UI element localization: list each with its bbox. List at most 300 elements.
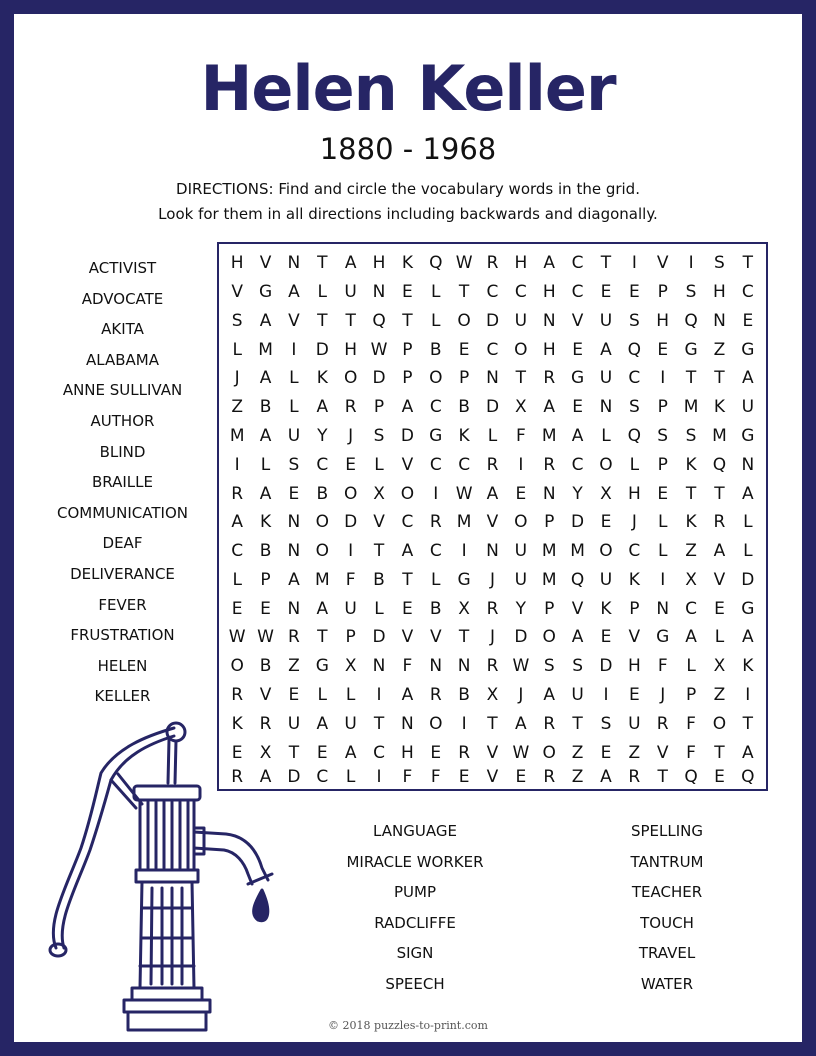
grid-letter[interactable]: P bbox=[458, 368, 470, 389]
grid-letter[interactable]: N bbox=[656, 598, 670, 619]
grid-letter[interactable]: O bbox=[542, 627, 556, 648]
grid-letter[interactable]: L bbox=[431, 282, 441, 303]
grid-letter[interactable]: V bbox=[486, 512, 499, 533]
grid-letter[interactable]: E bbox=[430, 742, 442, 763]
grid-letter[interactable]: T bbox=[714, 368, 725, 389]
grid-letter[interactable]: K bbox=[713, 397, 726, 418]
grid-letter[interactable]: P bbox=[685, 685, 697, 706]
grid-letter[interactable]: Z bbox=[571, 767, 584, 787]
grid-letter[interactable]: D bbox=[485, 397, 500, 418]
grid-letter[interactable]: X bbox=[486, 685, 499, 706]
grid-letter[interactable]: P bbox=[657, 454, 668, 475]
grid-letter[interactable]: O bbox=[230, 656, 244, 677]
grid-letter[interactable]: R bbox=[429, 685, 442, 706]
grid-letter[interactable]: E bbox=[714, 767, 725, 787]
grid-letter[interactable]: A bbox=[685, 627, 697, 648]
grid-letter[interactable]: A bbox=[231, 512, 243, 533]
grid-letter[interactable]: C bbox=[571, 253, 584, 274]
grid-letter[interactable]: S bbox=[600, 713, 612, 734]
grid-letter[interactable]: E bbox=[402, 282, 413, 303]
grid-letter[interactable]: E bbox=[600, 627, 612, 648]
grid-letter[interactable]: L bbox=[743, 512, 753, 533]
grid-letter[interactable]: V bbox=[571, 598, 584, 619]
grid-letter[interactable]: B bbox=[316, 483, 329, 504]
grid-letter[interactable]: I bbox=[234, 454, 240, 475]
grid-letter[interactable]: R bbox=[628, 767, 641, 787]
grid-letter[interactable]: E bbox=[628, 282, 640, 303]
grid-letter[interactable]: T bbox=[345, 310, 356, 331]
grid-letter[interactable]: L bbox=[431, 310, 441, 331]
grid-letter[interactable]: A bbox=[344, 253, 357, 274]
grid-letter[interactable]: Q bbox=[627, 339, 642, 360]
grid-letter[interactable]: T bbox=[515, 368, 527, 389]
grid-letter[interactable]: A bbox=[288, 569, 300, 590]
grid-letter[interactable]: A bbox=[741, 627, 754, 648]
grid-letter[interactable]: O bbox=[343, 368, 358, 389]
grid-letter[interactable]: A bbox=[401, 541, 414, 562]
grid-letter[interactable]: X bbox=[600, 483, 612, 504]
grid-letter[interactable]: N bbox=[542, 483, 556, 504]
grid-letter[interactable]: I bbox=[631, 253, 637, 274]
grid-letter[interactable]: S bbox=[543, 656, 555, 677]
grid-letter[interactable]: N bbox=[287, 512, 301, 533]
grid-letter[interactable]: A bbox=[741, 368, 754, 389]
grid-letter[interactable]: M bbox=[683, 397, 699, 418]
grid-letter[interactable]: U bbox=[599, 368, 613, 389]
grid-letter[interactable]: J bbox=[660, 685, 666, 706]
grid-letter[interactable]: I bbox=[660, 569, 666, 590]
grid-letter[interactable]: Z bbox=[628, 742, 641, 763]
grid-letter[interactable]: E bbox=[600, 512, 612, 533]
grid-letter[interactable]: S bbox=[714, 253, 725, 274]
grid-letter[interactable]: L bbox=[601, 426, 611, 447]
grid-letter[interactable]: E bbox=[458, 339, 470, 360]
grid-letter[interactable]: V bbox=[571, 310, 584, 331]
grid-letter[interactable]: S bbox=[685, 282, 697, 303]
grid-letter[interactable]: D bbox=[485, 310, 500, 331]
grid-letter[interactable]: I bbox=[348, 541, 354, 562]
grid-letter[interactable]: Q bbox=[684, 310, 698, 331]
grid-letter[interactable]: X bbox=[515, 397, 527, 418]
grid-letter[interactable]: R bbox=[713, 512, 726, 533]
grid-letter[interactable]: A bbox=[600, 767, 612, 787]
grid-letter[interactable]: I bbox=[433, 483, 439, 504]
grid-letter[interactable]: S bbox=[572, 656, 583, 677]
grid-letter[interactable]: R bbox=[344, 397, 357, 418]
grid-letter[interactable]: Y bbox=[515, 598, 527, 619]
grid-letter[interactable]: U bbox=[571, 685, 584, 706]
grid-letter[interactable]: W bbox=[512, 742, 530, 763]
grid-letter[interactable]: F bbox=[657, 656, 668, 677]
grid-letter[interactable]: Q bbox=[627, 426, 642, 447]
grid-letter[interactable]: V bbox=[401, 454, 414, 475]
grid-letter[interactable]: C bbox=[458, 454, 471, 475]
grid-letter[interactable]: E bbox=[345, 454, 357, 475]
grid-letter[interactable]: H bbox=[627, 656, 641, 677]
grid-letter[interactable]: R bbox=[259, 713, 272, 734]
grid-letter[interactable]: H bbox=[230, 253, 244, 274]
grid-letter[interactable]: N bbox=[599, 397, 613, 418]
grid-letter[interactable]: E bbox=[402, 598, 413, 619]
grid-letter[interactable]: D bbox=[599, 656, 613, 677]
grid-letter[interactable]: O bbox=[599, 454, 613, 475]
grid-letter[interactable]: K bbox=[401, 253, 413, 274]
grid-letter[interactable]: L bbox=[487, 426, 498, 447]
grid-letter[interactable]: U bbox=[287, 713, 301, 734]
grid-letter[interactable]: K bbox=[685, 454, 697, 475]
grid-letter[interactable]: A bbox=[543, 685, 556, 706]
grid-letter[interactable]: X bbox=[685, 569, 697, 590]
grid-letter[interactable]: N bbox=[741, 454, 755, 475]
grid-letter[interactable]: F bbox=[402, 767, 413, 787]
grid-letter[interactable]: Q bbox=[684, 767, 698, 787]
grid-letter[interactable]: U bbox=[599, 310, 613, 331]
grid-letter[interactable]: I bbox=[745, 685, 751, 706]
grid-letter[interactable]: F bbox=[430, 767, 441, 787]
grid-letter[interactable]: P bbox=[657, 397, 668, 418]
grid-letter[interactable]: Y bbox=[572, 483, 583, 504]
grid-letter[interactable]: O bbox=[514, 339, 528, 360]
grid-letter[interactable]: A bbox=[543, 397, 556, 418]
grid-letter[interactable]: C bbox=[316, 767, 329, 787]
grid-letter[interactable]: A bbox=[316, 397, 329, 418]
grid-letter[interactable]: U bbox=[628, 713, 641, 734]
grid-letter[interactable]: T bbox=[317, 627, 328, 648]
grid-letter[interactable]: I bbox=[461, 713, 467, 734]
grid-letter[interactable]: J bbox=[489, 627, 495, 648]
grid-letter[interactable]: L bbox=[345, 685, 356, 706]
grid-letter[interactable]: A bbox=[543, 253, 556, 274]
grid-letter[interactable]: N bbox=[429, 656, 443, 677]
grid-letter[interactable]: L bbox=[317, 685, 328, 706]
grid-letter[interactable]: L bbox=[686, 656, 696, 677]
grid-letter[interactable]: B bbox=[259, 656, 272, 677]
grid-letter[interactable]: A bbox=[401, 685, 414, 706]
grid-letter[interactable]: A bbox=[713, 541, 726, 562]
grid-letter[interactable]: S bbox=[657, 426, 669, 447]
grid-letter[interactable]: X bbox=[259, 742, 272, 763]
grid-letter[interactable]: O bbox=[400, 483, 415, 504]
grid-letter[interactable]: N bbox=[372, 656, 386, 677]
grid-letter[interactable]: D bbox=[344, 512, 358, 533]
grid-letter[interactable]: G bbox=[457, 569, 471, 590]
grid-letter[interactable]: E bbox=[742, 310, 754, 331]
grid-letter[interactable]: V bbox=[401, 627, 414, 648]
grid-letter[interactable]: U bbox=[599, 569, 613, 590]
grid-letter[interactable]: G bbox=[741, 426, 755, 447]
grid-letter[interactable]: V bbox=[486, 767, 499, 787]
grid-letter[interactable]: G bbox=[656, 627, 670, 648]
grid-letter[interactable]: R bbox=[486, 253, 499, 274]
grid-letter[interactable]: N bbox=[457, 656, 471, 677]
grid-letter[interactable]: P bbox=[260, 569, 271, 590]
grid-letter[interactable]: B bbox=[429, 598, 442, 619]
grid-letter[interactable]: G bbox=[684, 339, 698, 360]
grid-letter[interactable]: T bbox=[600, 253, 612, 274]
grid-letter[interactable]: F bbox=[402, 656, 413, 677]
grid-letter[interactable]: L bbox=[714, 627, 725, 648]
grid-letter[interactable]: O bbox=[429, 368, 443, 389]
grid-letter[interactable]: N bbox=[372, 282, 386, 303]
grid-letter[interactable]: C bbox=[373, 742, 385, 763]
grid-letter[interactable]: U bbox=[514, 310, 528, 331]
grid-letter[interactable]: B bbox=[259, 397, 272, 418]
grid-letter[interactable]: P bbox=[345, 627, 356, 648]
grid-letter[interactable]: Z bbox=[713, 339, 726, 360]
grid-letter[interactable]: C bbox=[429, 397, 442, 418]
grid-letter[interactable]: H bbox=[542, 339, 556, 360]
grid-letter[interactable]: M bbox=[258, 339, 273, 360]
grid-letter[interactable]: V bbox=[486, 742, 499, 763]
grid-letter[interactable]: W bbox=[455, 253, 473, 274]
grid-letter[interactable]: V bbox=[259, 685, 272, 706]
grid-letter[interactable]: K bbox=[685, 512, 697, 533]
grid-letter[interactable]: M bbox=[229, 426, 245, 447]
grid-letter[interactable]: R bbox=[231, 483, 244, 504]
grid-letter[interactable]: W bbox=[512, 656, 530, 677]
grid-letter[interactable]: N bbox=[287, 541, 301, 562]
grid-letter[interactable]: R bbox=[486, 598, 499, 619]
grid-letter[interactable]: I bbox=[376, 767, 382, 787]
grid-letter[interactable]: K bbox=[259, 512, 272, 533]
grid-letter[interactable]: E bbox=[316, 742, 328, 763]
grid-letter[interactable]: N bbox=[401, 713, 414, 734]
grid-letter[interactable]: L bbox=[232, 339, 242, 360]
grid-letter[interactable]: T bbox=[288, 742, 300, 763]
grid-letter[interactable]: L bbox=[374, 454, 384, 475]
grid-letter[interactable]: A bbox=[486, 483, 499, 504]
grid-letter[interactable]: U bbox=[344, 598, 357, 619]
grid-letter[interactable]: G bbox=[315, 656, 329, 677]
grid-letter[interactable]: M bbox=[541, 541, 557, 562]
grid-letter[interactable]: E bbox=[288, 685, 300, 706]
grid-letter[interactable]: T bbox=[402, 569, 413, 590]
grid-letter[interactable]: D bbox=[287, 767, 301, 787]
grid-letter[interactable]: U bbox=[344, 713, 357, 734]
grid-letter[interactable]: J bbox=[518, 685, 524, 706]
grid-letter[interactable]: K bbox=[316, 368, 328, 389]
grid-letter[interactable]: P bbox=[373, 397, 385, 418]
grid-letter[interactable]: A bbox=[515, 713, 527, 734]
grid-letter[interactable]: S bbox=[288, 454, 300, 475]
grid-letter[interactable]: L bbox=[317, 282, 328, 303]
grid-letter[interactable]: O bbox=[599, 541, 613, 562]
grid-letter[interactable]: A bbox=[741, 742, 754, 763]
grid-letter[interactable]: M bbox=[314, 569, 330, 590]
grid-letter[interactable]: L bbox=[629, 454, 640, 475]
grid-letter[interactable]: A bbox=[741, 483, 754, 504]
grid-letter[interactable]: P bbox=[402, 339, 413, 360]
grid-letter[interactable]: N bbox=[542, 310, 556, 331]
grid-letter[interactable]: I bbox=[603, 685, 609, 706]
grid-letter[interactable]: T bbox=[572, 713, 583, 734]
grid-letter[interactable]: L bbox=[260, 454, 271, 475]
grid-letter[interactable]: R bbox=[458, 742, 471, 763]
grid-letter[interactable]: B bbox=[429, 339, 442, 360]
grid-letter[interactable]: L bbox=[345, 767, 356, 787]
grid-letter[interactable]: I bbox=[376, 685, 382, 706]
grid-letter[interactable]: H bbox=[372, 253, 386, 274]
grid-letter[interactable]: J bbox=[234, 368, 240, 389]
grid-letter[interactable]: D bbox=[372, 627, 386, 648]
grid-letter[interactable]: L bbox=[374, 598, 384, 619]
grid-letter[interactable]: D bbox=[741, 569, 755, 590]
grid-letter[interactable]: O bbox=[315, 512, 329, 533]
grid-letter[interactable]: C bbox=[685, 598, 697, 619]
grid-letter[interactable]: V bbox=[231, 282, 243, 303]
grid-letter[interactable]: H bbox=[400, 742, 414, 763]
grid-letter[interactable]: E bbox=[260, 598, 271, 619]
grid-letter[interactable]: C bbox=[486, 339, 499, 360]
grid-letter[interactable]: Z bbox=[231, 397, 243, 418]
grid-letter[interactable]: G bbox=[741, 598, 755, 619]
grid-letter[interactable]: I bbox=[291, 339, 297, 360]
grid-letter[interactable]: J bbox=[489, 569, 495, 590]
grid-letter[interactable]: G bbox=[429, 426, 443, 447]
grid-letter[interactable]: O bbox=[542, 742, 556, 763]
grid-letter[interactable]: O bbox=[429, 713, 443, 734]
grid-letter[interactable]: K bbox=[742, 656, 754, 677]
grid-letter[interactable]: P bbox=[544, 512, 555, 533]
grid-letter[interactable]: S bbox=[628, 397, 640, 418]
grid-letter[interactable]: U bbox=[514, 541, 528, 562]
grid-letter[interactable]: C bbox=[628, 368, 641, 389]
grid-letter[interactable]: O bbox=[343, 483, 358, 504]
grid-letter[interactable]: N bbox=[486, 541, 499, 562]
grid-letter[interactable]: L bbox=[743, 541, 753, 562]
grid-letter[interactable]: C bbox=[628, 541, 641, 562]
grid-letter[interactable]: I bbox=[688, 253, 694, 274]
grid-letter[interactable]: M bbox=[712, 426, 727, 447]
grid-letter[interactable]: F bbox=[515, 426, 526, 447]
grid-letter[interactable]: R bbox=[231, 767, 244, 787]
grid-letter[interactable]: T bbox=[742, 253, 753, 274]
grid-letter[interactable]: J bbox=[348, 426, 354, 447]
grid-letter[interactable]: I bbox=[660, 368, 666, 389]
grid-letter[interactable]: I bbox=[518, 454, 524, 475]
grid-letter[interactable]: H bbox=[542, 282, 556, 303]
grid-letter[interactable]: Q bbox=[429, 253, 443, 274]
grid-letter[interactable]: A bbox=[571, 627, 584, 648]
grid-letter[interactable]: E bbox=[714, 598, 725, 619]
grid-letter[interactable]: N bbox=[486, 368, 499, 389]
grid-letter[interactable]: K bbox=[628, 569, 640, 590]
grid-letter[interactable]: A bbox=[259, 310, 272, 331]
grid-letter[interactable]: D bbox=[514, 627, 528, 648]
grid-letter[interactable]: N bbox=[713, 310, 726, 331]
grid-letter[interactable]: R bbox=[486, 454, 499, 475]
grid-letter[interactable]: U bbox=[514, 569, 528, 590]
grid-letter[interactable]: R bbox=[543, 713, 556, 734]
grid-letter[interactable]: E bbox=[657, 483, 669, 504]
grid-letter[interactable]: A bbox=[316, 713, 329, 734]
grid-letter[interactable]: V bbox=[259, 253, 272, 274]
grid-letter[interactable]: C bbox=[571, 454, 584, 475]
grid-letter[interactable]: R bbox=[288, 627, 300, 648]
grid-letter[interactable]: Z bbox=[713, 685, 726, 706]
grid-letter[interactable]: T bbox=[317, 253, 328, 274]
grid-letter[interactable]: Z bbox=[288, 656, 300, 677]
grid-letter[interactable]: A bbox=[316, 598, 329, 619]
grid-letter[interactable]: E bbox=[515, 483, 527, 504]
grid-letter[interactable]: L bbox=[289, 397, 299, 418]
grid-letter[interactable]: H bbox=[713, 282, 726, 303]
grid-letter[interactable]: R bbox=[656, 713, 669, 734]
grid-letter[interactable]: H bbox=[656, 310, 670, 331]
grid-letter[interactable]: O bbox=[457, 310, 471, 331]
grid-letter[interactable]: R bbox=[429, 512, 442, 533]
grid-letter[interactable]: W bbox=[257, 627, 274, 648]
grid-letter[interactable]: L bbox=[289, 368, 299, 389]
grid-letter[interactable]: A bbox=[259, 426, 272, 447]
grid-letter[interactable]: E bbox=[458, 767, 470, 787]
grid-letter[interactable]: O bbox=[712, 713, 727, 734]
grid-letter[interactable]: T bbox=[685, 483, 697, 504]
grid-letter[interactable]: D bbox=[571, 512, 585, 533]
grid-letter[interactable]: U bbox=[741, 397, 755, 418]
grid-letter[interactable]: E bbox=[231, 742, 243, 763]
grid-letter[interactable]: V bbox=[373, 512, 385, 533]
grid-letter[interactable]: R bbox=[486, 656, 499, 677]
grid-letter[interactable]: C bbox=[231, 541, 244, 562]
grid-letter[interactable]: C bbox=[401, 512, 414, 533]
grid-letter[interactable]: S bbox=[628, 310, 640, 331]
grid-letter[interactable]: T bbox=[487, 713, 498, 734]
grid-letter[interactable]: X bbox=[458, 598, 470, 619]
grid-letter[interactable]: S bbox=[685, 426, 697, 447]
grid-letter[interactable]: C bbox=[316, 454, 329, 475]
grid-letter[interactable]: S bbox=[373, 426, 385, 447]
grid-letter[interactable]: M bbox=[541, 426, 557, 447]
grid-letter[interactable]: G bbox=[741, 339, 755, 360]
grid-letter[interactable]: I bbox=[461, 541, 467, 562]
grid-letter[interactable]: V bbox=[713, 569, 726, 590]
grid-letter[interactable]: V bbox=[628, 627, 641, 648]
grid-letter[interactable]: E bbox=[515, 767, 527, 787]
grid-letter[interactable]: C bbox=[429, 454, 442, 475]
grid-letter[interactable]: U bbox=[287, 426, 301, 447]
grid-letter[interactable]: U bbox=[344, 282, 357, 303]
grid-letter[interactable]: M bbox=[456, 512, 472, 533]
grid-letter[interactable]: L bbox=[431, 569, 441, 590]
grid-letter[interactable]: A bbox=[259, 368, 272, 389]
grid-letter[interactable]: F bbox=[345, 569, 356, 590]
grid-letter[interactable]: C bbox=[429, 541, 442, 562]
grid-letter[interactable]: E bbox=[231, 598, 243, 619]
grid-letter[interactable]: B bbox=[458, 685, 470, 706]
grid-letter[interactable]: A bbox=[259, 483, 272, 504]
grid-letter[interactable]: R bbox=[543, 767, 556, 787]
grid-letter[interactable]: M bbox=[541, 569, 557, 590]
grid-letter[interactable]: E bbox=[600, 742, 612, 763]
grid-letter[interactable]: A bbox=[401, 397, 414, 418]
grid-letter[interactable]: C bbox=[514, 282, 527, 303]
grid-letter[interactable]: J bbox=[631, 512, 637, 533]
grid-letter[interactable]: N bbox=[287, 253, 301, 274]
grid-letter[interactable]: A bbox=[344, 742, 357, 763]
grid-letter[interactable]: O bbox=[315, 541, 329, 562]
grid-letter[interactable]: E bbox=[657, 339, 669, 360]
grid-letter[interactable]: B bbox=[259, 541, 272, 562]
grid-letter[interactable]: T bbox=[685, 368, 697, 389]
grid-letter[interactable]: T bbox=[373, 541, 385, 562]
grid-letter[interactable]: T bbox=[373, 713, 385, 734]
grid-letter[interactable]: V bbox=[656, 253, 669, 274]
grid-letter[interactable]: G bbox=[258, 282, 273, 303]
grid-letter[interactable]: T bbox=[317, 310, 328, 331]
grid-letter[interactable]: Q bbox=[570, 569, 585, 590]
grid-letter[interactable]: A bbox=[288, 282, 300, 303]
